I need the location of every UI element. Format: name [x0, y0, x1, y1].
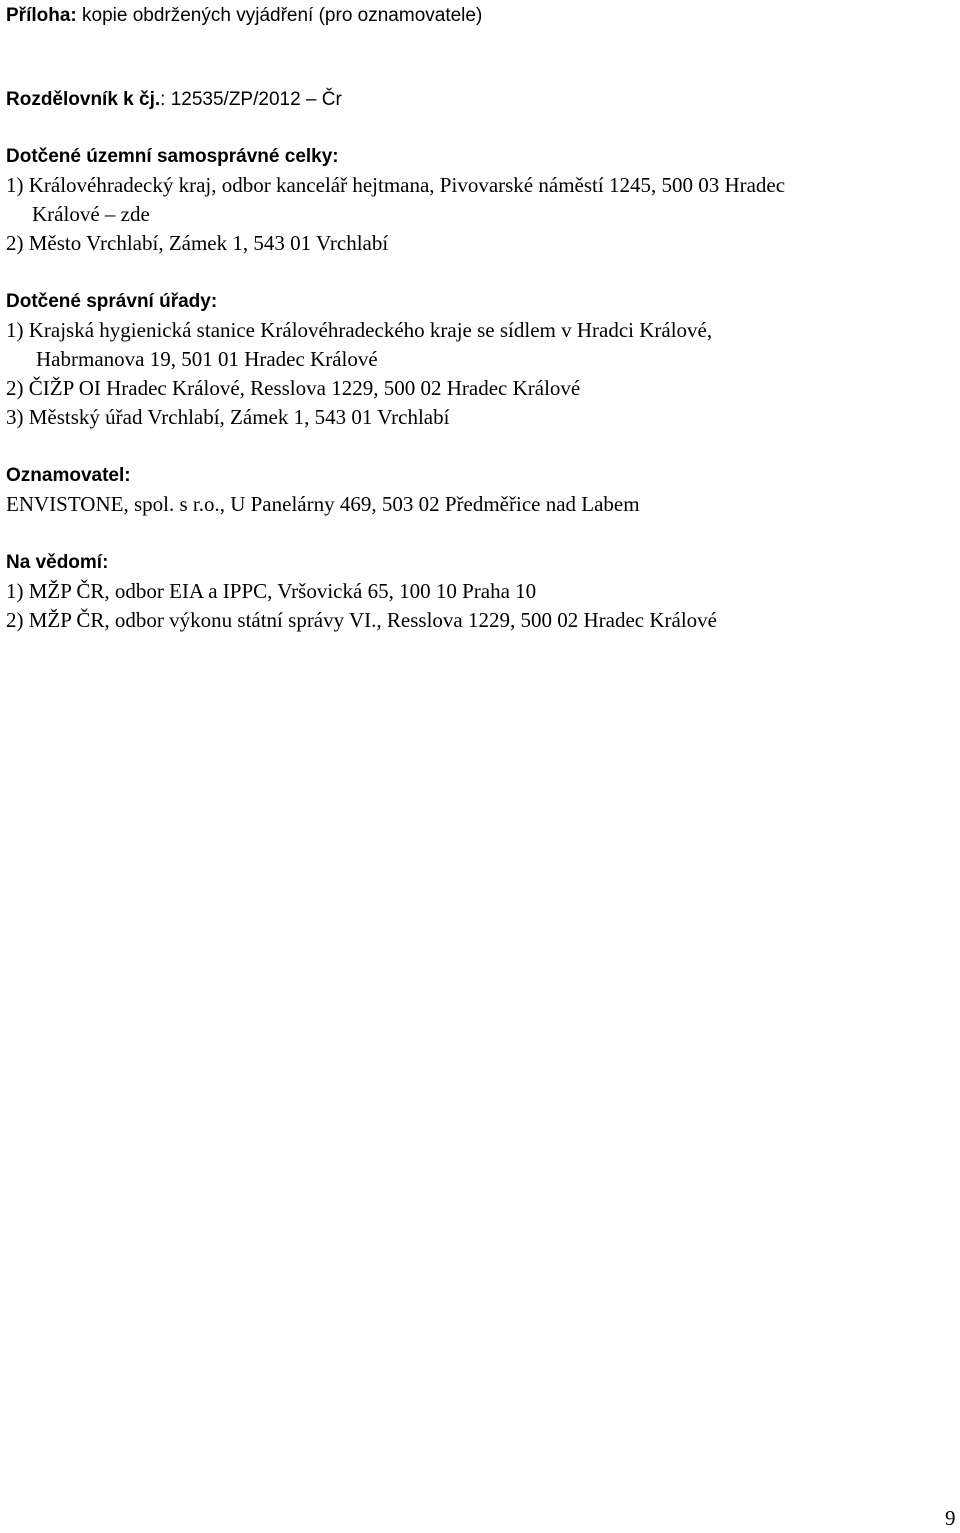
notifier-heading: Oznamovatel: — [6, 465, 131, 486]
administrative-authority-item-1-continuation: Habrmanova 19, 501 01 Hradec Králové — [36, 347, 378, 371]
administrative-authorities-heading: Dotčené správní úřady: — [6, 291, 218, 312]
for-information-heading: Na vědomí: — [6, 552, 109, 573]
territorial-units-heading: Dotčené územní samosprávné celky: — [6, 146, 339, 167]
attachment-label: Příloha: — [6, 5, 77, 26]
page-number: 9 — [945, 1506, 956, 1530]
territorial-unit-item-1-continuation: Králové – zde — [32, 202, 150, 226]
for-information-item-1: 1) MŽP ČR, odbor EIA a IPPC, Vršovická 65, 100 10 Praha 10 — [6, 579, 537, 603]
distribution-text: : 12535/ZP/2012 – Čr — [160, 89, 342, 110]
distribution-line — [6, 84, 342, 114]
administrative-authority-item-2: 2) ČIŽP OI Hradec Králové, Resslova 1229, 500 02 Hradec Králové — [6, 376, 581, 400]
notifier-text: ENVISTONE, spol. s r.o., U Panelárny 469, 503 02 Předměřice nad Labem — [6, 492, 640, 516]
administrative-authority-item-3: 3) Městský úřad Vrchlabí, Zámek 1, 543 01 Vrchlabí — [6, 405, 450, 429]
territorial-unit-item-1: 1) Královéhradecký kraj, odbor kancelář hejtmana, Pivovarské náměstí 1245, 500 03 Hradec — [6, 173, 786, 197]
attachment-line — [6, 0, 482, 30]
attachment-text: kopie obdržených vyjádření (pro oznamovatele) — [76, 5, 483, 26]
distribution-label: Rozdělovník k čj. — [6, 89, 161, 110]
for-information-item-2: 2) MŽP ČR, odbor výkonu státní správy VI., Resslova 1229, 500 02 Hradec Králové — [6, 608, 717, 632]
territorial-unit-item-2: 2) Město Vrchlabí, Zámek 1, 543 01 Vrchlabí — [6, 231, 389, 255]
administrative-authority-item-1: 1) Krajská hygienická stanice Královéhradeckého kraje se sídlem v Hradci Králové, — [6, 318, 713, 342]
